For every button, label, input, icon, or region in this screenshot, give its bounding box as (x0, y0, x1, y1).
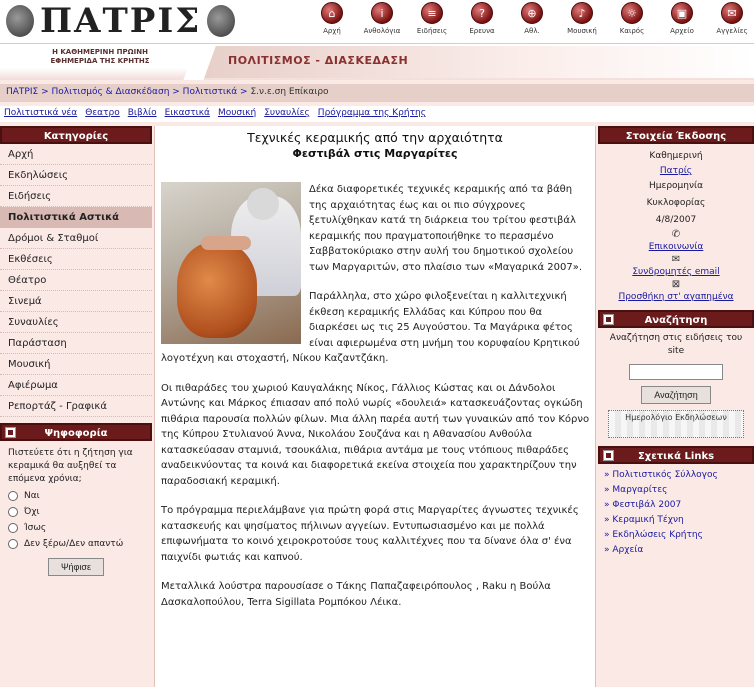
breadcrumb-link[interactable]: Πολιτιστικά (182, 87, 238, 97)
section-banner (200, 46, 754, 78)
sub-header (0, 44, 754, 80)
search-title: Αναζήτηση (598, 310, 754, 328)
related-link[interactable]: » Πολιτιστικός Σύλλογος (604, 468, 748, 483)
poll-option[interactable] (0, 520, 152, 536)
news-icon: ≡ (421, 2, 443, 24)
breadcrumb-separator: > (237, 87, 251, 97)
events-calendar-banner[interactable]: Ημερολόγιο Εκδηλώσεων (608, 410, 744, 438)
category-item[interactable]: Αφιέρωμα (0, 375, 152, 396)
category-item[interactable]: Πολιτιστικά Αστικά (0, 207, 152, 228)
breadcrumb (0, 84, 754, 102)
site-logo[interactable] (6, 2, 266, 40)
section-tab[interactable]: Πολιτιστικά νέα (4, 108, 78, 118)
section-title: ΠΟΛΙΤΙΣΜΟΣ - ΔΙΑΣΚΕΔΑΣΗ (228, 54, 409, 67)
nav-item[interactable] (312, 2, 352, 42)
logo-word: ΠΑΤΡΙΣ (40, 1, 202, 41)
section-tab[interactable]: Θεατρο (85, 108, 120, 118)
category-item[interactable]: Εκθέσεις (0, 249, 152, 270)
search-input[interactable] (629, 364, 723, 380)
category-item[interactable]: Ρεπορτάζ - Γραφικά (0, 396, 152, 417)
top-navigation (312, 2, 752, 42)
nav-label: Αγγελίες (716, 27, 748, 35)
archive-icon: ▣ (671, 2, 693, 24)
nav-label: Αρχή (323, 27, 341, 35)
section-tabs (0, 106, 754, 122)
right-sidebar (598, 126, 754, 687)
related-links (598, 464, 754, 562)
info-link[interactable]: Πατρίς (659, 166, 693, 176)
bust-icon (207, 5, 235, 37)
article-paragraph: Οι πιθαράδες του χωριού Καυγαλάκης Νίκος, Γάλλιος Κώστας και οι Δάνδολοι Αντώνης και Μάρκος έπιασαν από πολύ νωρίς «δουλειά» κατασκευάζοντας ογκώδη πιθάρια παρουσία πολλών φίλων. Μια άλλη παρέα αυτή των γυναικών από τον Κόρνο της Κύπρου Στυλιανού Άννα, Νικολάου Σουζάνα και η Αθανασίου Ανθούλα κατασκεύασαν σταμνιά, τσουκάλια, πιθάρια αντάμα με τους ντόπιους πιθαράδες αναδεικνύοντας τα κοινά και διαφορετικά εκείνα στοιχεία που χαρακτηρίζουν την παραδοσιακή κεραμική. (161, 382, 590, 487)
poll-options (0, 488, 152, 552)
poll-option-label: Ίσως (24, 523, 47, 533)
links-title: Σχετικά Links (598, 446, 754, 464)
category-item[interactable]: Παράσταση (0, 333, 152, 354)
article-panel (154, 126, 596, 687)
nav-label: Αρχείο (670, 27, 694, 35)
category-item[interactable]: Αρχή (0, 144, 152, 165)
breadcrumb-link[interactable]: Πολιτισμός & Διασκέδαση (51, 87, 170, 97)
info-link[interactable]: Συνδρομητές email (632, 267, 720, 277)
article-paragraph: Το πρόγραμμα περιελάμβανε για πρώτη φορά στις Μαργαρίτες άγνωστες τεχνικές κατασκευής και ψησίματος πήλινων αγγείων. Εντυπωσιασμένο και με πολλά επιφωνήματα το κοινό χειροκροτούσε τους καλλιτέχνες που τα δίνανε όλα σ' ένα παιχνίδι φωτιάς και καπνού. (161, 505, 579, 563)
category-item[interactable]: Μουσική (0, 354, 152, 375)
category-item[interactable]: Εκδηλώσεις (0, 165, 152, 186)
poll-question: Πιστεύετε ότι η ζήτηση για κεραμικά θα αυξηθεί τα επόμενα χρόνια; (8, 448, 133, 484)
links-icon (603, 450, 614, 461)
breadcrumb-link[interactable]: ΠΑΤΡΙΣ (6, 87, 39, 97)
poll-icon (5, 427, 16, 438)
seal-icon (6, 5, 34, 37)
site-header (0, 0, 754, 44)
info-link[interactable]: Προσθήκη στ' αγαπημένα (618, 292, 734, 302)
article-paragraph: Δέκα διαφορετικές τεχνικές κεραμικής από τα βάθη της αρχαιότητας έως και οι πιο σύγχρονες ξετυλίχθηκαν κατά τη διάρκεια του τρίτου φεστιβάλ κεραμικής που πραγματοποιήθηκε το περασμένο Σαββατοκύριακο στην αυλή του δημοτικού σχολείου των Μαργαριτών, στο πλαίσιο των «Μαγαρικά 2007». (309, 184, 583, 273)
nav-item[interactable] (412, 2, 452, 42)
related-link[interactable]: » Αρχεία (604, 543, 748, 558)
poll-title: Ψηφοφορία (0, 423, 152, 441)
poll-option-label: Όχι (24, 507, 40, 517)
breadcrumb-separator: > (38, 87, 52, 97)
contact-icon: ⊠ (671, 279, 681, 290)
related-link[interactable]: » Φεστιβάλ 2007 (604, 498, 748, 513)
poll-option-label: Ναι (24, 491, 40, 501)
info-icon: i (371, 2, 393, 24)
nav-item[interactable] (362, 2, 402, 42)
category-item[interactable]: Ειδήσεις (0, 186, 152, 207)
info-text: 4/8/2007 (655, 215, 697, 225)
breadcrumb-separator: > (169, 87, 183, 97)
nav-label: Αθλ. (524, 27, 540, 35)
category-item[interactable]: Σινεμά (0, 291, 152, 312)
search-box-icon (603, 314, 614, 325)
breadcrumb-current: Σ.ν.ε.ση Επίκαιρο (250, 87, 329, 97)
nav-item[interactable] (662, 2, 702, 42)
nav-label: Μουσική (567, 27, 597, 35)
related-link[interactable]: » Εκδηλώσεις Κρήτης (604, 528, 748, 543)
contact-icon: ✆ (671, 229, 681, 240)
nav-label: Ερευνα (469, 27, 495, 35)
related-link[interactable]: » Κεραμική Τέχνη (604, 513, 748, 528)
article-photo[interactable] (161, 182, 301, 344)
nav-label: Ειδήσεις (416, 27, 448, 35)
radio-button[interactable] (8, 507, 18, 517)
sports-icon: ⊕ (521, 2, 543, 24)
section-tab[interactable]: Εικαστικά (164, 108, 210, 118)
article-paragraph: Μεταλλικά λούστρα παρουσίασε ο Τάκης Παπαζαφειρόπουλος , Raku η Βούλα Δασκαλοπούλου, Terra Sigillata Ρομπόκου Λέικα. (161, 581, 551, 608)
related-link[interactable]: » Μαργαρίτες (604, 483, 748, 498)
section-tab[interactable]: Πρόγραμμα της Κρήτης (317, 108, 426, 118)
left-sidebar (0, 126, 152, 687)
category-list (0, 144, 152, 417)
article-subtitle: Φεστιβάλ στις Μαργαρίτες (292, 147, 458, 160)
categories-title: Κατηγορίες (0, 126, 152, 144)
weather-icon: ☼ (621, 2, 643, 24)
category-item[interactable]: Θέατρο (0, 270, 152, 291)
radio-button[interactable] (8, 491, 18, 501)
section-tab[interactable]: Βιβλίο (127, 108, 157, 118)
contact-icon: ✉ (671, 254, 681, 265)
category-item[interactable]: Συναυλίες (0, 312, 152, 333)
poll-option[interactable] (0, 488, 152, 504)
home-icon: ⌂ (321, 2, 343, 24)
article-body (161, 182, 591, 624)
info-link[interactable]: Επικοινωνία (648, 242, 704, 252)
poll-option[interactable] (0, 536, 152, 552)
nav-item[interactable] (712, 2, 752, 42)
article-title: Τεχνικές κεραμικής από την αρχαιότητα (247, 130, 503, 145)
nav-item[interactable] (562, 2, 602, 42)
info-text: Καθημερινή (649, 151, 703, 161)
nav-item[interactable] (512, 2, 552, 42)
category-item[interactable]: Δρόμοι & Σταθμοί (0, 228, 152, 249)
section-tab[interactable]: Μουσική (217, 108, 257, 118)
search-hint: Αναζήτηση στις ειδήσεις του site (609, 333, 743, 356)
info-title: Στοιχεία Έκδοσης (598, 126, 754, 144)
ads-icon: ✉ (721, 2, 743, 24)
search-button[interactable]: Αναζήτηση (641, 386, 711, 404)
tagline: Η ΚΑΘΗΜΕΡΙΝΗ ΠΡΩΙΝΗ ΕΦΗΜΕΡΙΔΑ ΤΗΣ ΚΡΗΤΗΣ (50, 48, 150, 65)
nav-item[interactable] (612, 2, 652, 42)
potter-head (247, 188, 279, 220)
nav-item[interactable] (462, 2, 502, 42)
info-text: Κυκλοφορίας (646, 198, 706, 208)
issue-info (598, 144, 754, 304)
nav-label: Καιρός (619, 27, 645, 35)
article-paragraph: Παράλληλα, στο χώρο φιλοξενείται η καλλιτεχνική έκθεση κεραμικής Ελλάδας και Κύπρου που θα διαρκέσει ως τις 25 Αυγούστου. Τα Μαγάρικα φέτος είναι αφιερωμένα στη μνήμη του κορυφαίου Κρητικού λογοτέχνη και στοχαστή, Νίκου Καζαντζάκη. (161, 291, 580, 364)
search-icon: ? (471, 2, 493, 24)
vote-button[interactable]: Ψήφισε (48, 558, 104, 576)
clay-pot (177, 242, 257, 338)
potter-hand (201, 236, 251, 250)
music-icon: ♪ (571, 2, 593, 24)
nav-label: Ανθολόγια (363, 27, 401, 35)
radio-button[interactable] (8, 523, 18, 533)
poll-option-label: Δεν ξέρω/Δεν απαντώ (24, 539, 124, 549)
section-tab[interactable]: Συναυλίες (264, 108, 310, 118)
radio-button[interactable] (8, 539, 18, 549)
poll-option[interactable] (0, 504, 152, 520)
info-text: Ημερομηνία (648, 181, 703, 191)
